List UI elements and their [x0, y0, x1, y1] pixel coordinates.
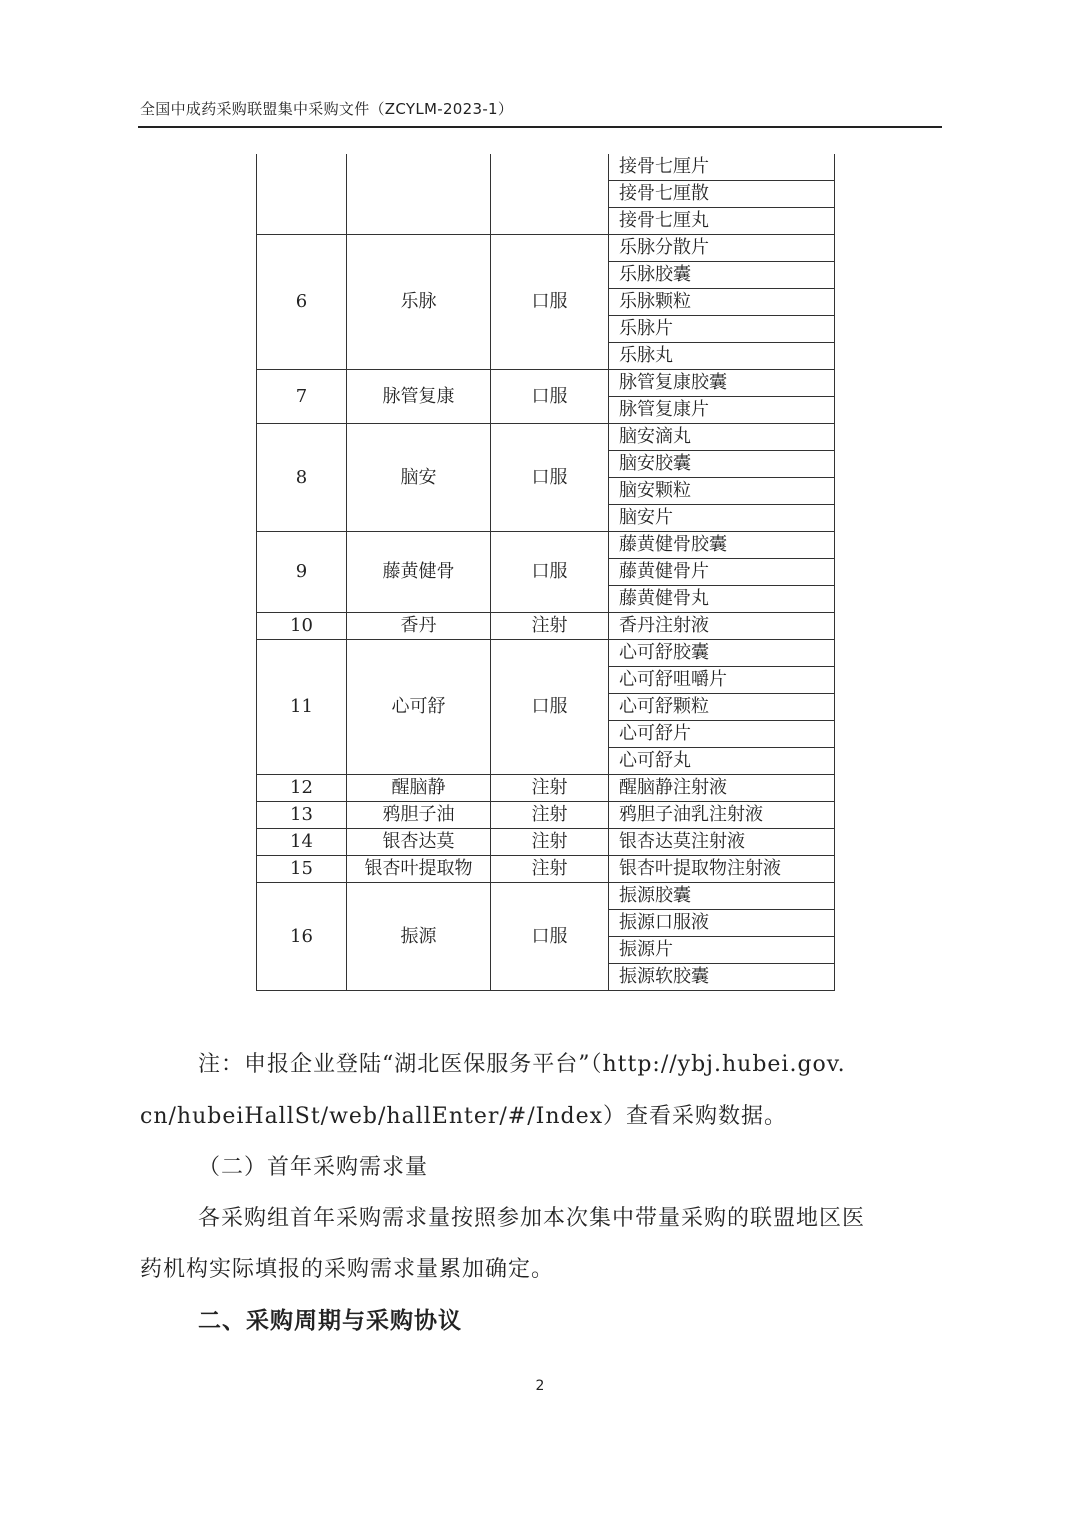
route-cell: 口服 [491, 370, 609, 424]
product-cell: 脑安片 [609, 505, 835, 532]
generic-name-cell: 鸦胆子油 [347, 802, 491, 829]
table-row [257, 640, 835, 667]
generic-name-cell: 心可舒 [347, 640, 491, 775]
product-cell: 心可舒咀嚼片 [609, 667, 835, 694]
generic-name-cell: 醒脑静 [347, 775, 491, 802]
route-cell: 口服 [491, 883, 609, 991]
product-cell: 乐脉颗粒 [609, 289, 835, 316]
product-cell: 接骨七厘片 [609, 154, 835, 181]
body-line-1: 各采购组首年采购需求量按照参加本次集中带量采购的联盟地区医 [198, 1206, 866, 1231]
product-cell: 藤黄健骨片 [609, 559, 835, 586]
section-heading: 二、采购周期与采购协议 [198, 1308, 462, 1334]
generic-name-cell: 银杏叶提取物 [347, 856, 491, 883]
continuation-route-cell [491, 154, 609, 235]
group-number-cell: 14 [257, 829, 347, 856]
product-cell: 鸦胆子油乳注射液 [609, 802, 835, 829]
group-number-cell: 12 [257, 775, 347, 802]
group-number-cell: 15 [257, 856, 347, 883]
subsection-title: （二）首年采购需求量 [198, 1155, 429, 1180]
product-cell: 振源软胶囊 [609, 964, 835, 991]
product-cell: 振源口服液 [609, 910, 835, 937]
group-number-cell: 6 [257, 235, 347, 370]
product-cell: 乐脉丸 [609, 343, 835, 370]
product-cell: 脑安颗粒 [609, 478, 835, 505]
product-cell: 振源胶囊 [609, 883, 835, 910]
group-number-cell: 7 [257, 370, 347, 424]
product-cell: 藤黄健骨丸 [609, 586, 835, 613]
group-number-cell: 10 [257, 613, 347, 640]
generic-name-cell: 脉管复康 [347, 370, 491, 424]
generic-name-cell: 银杏达莫 [347, 829, 491, 856]
group-number-cell: 11 [257, 640, 347, 775]
product-cell: 脉管复康胶囊 [609, 370, 835, 397]
product-cell: 醒脑静注射液 [609, 775, 835, 802]
drug-table [256, 154, 835, 991]
group-number-cell: 13 [257, 802, 347, 829]
route-cell: 口服 [491, 532, 609, 613]
table-row [257, 532, 835, 559]
generic-name-cell: 振源 [347, 883, 491, 991]
product-cell: 香丹注射液 [609, 613, 835, 640]
table-row [257, 802, 835, 829]
route-cell: 注射 [491, 613, 609, 640]
table-row [257, 613, 835, 640]
group-number-cell: 16 [257, 883, 347, 991]
route-cell: 注射 [491, 802, 609, 829]
table-row [257, 370, 835, 397]
product-cell: 银杏达莫注射液 [609, 829, 835, 856]
route-cell: 口服 [491, 640, 609, 775]
page-number: 2 [535, 1378, 545, 1394]
group-number-cell: 9 [257, 532, 347, 613]
continuation-name-cell [347, 154, 491, 235]
document-header: 全国中成药采购联盟集中采购文件（ZCYLM-2023-1） [140, 100, 514, 118]
group-number-cell: 8 [257, 424, 347, 532]
continuation-no-cell [257, 154, 347, 235]
product-cell: 脑安胶囊 [609, 451, 835, 478]
note-line-2: cn/hubeiHallSt/web/hallEnter/#/Index）查看采购数据。 [140, 1104, 788, 1129]
product-cell: 银杏叶提取物注射液 [609, 856, 835, 883]
product-cell: 振源片 [609, 937, 835, 964]
table-row [257, 883, 835, 910]
product-cell: 乐脉分散片 [609, 235, 835, 262]
generic-name-cell: 藤黄健骨 [347, 532, 491, 613]
product-cell: 心可舒丸 [609, 748, 835, 775]
header-divider [138, 126, 942, 128]
table-row [257, 424, 835, 451]
table-row [257, 775, 835, 802]
product-cell: 心可舒颗粒 [609, 694, 835, 721]
product-cell: 接骨七厘散 [609, 181, 835, 208]
product-cell: 乐脉胶囊 [609, 262, 835, 289]
route-cell: 注射 [491, 856, 609, 883]
product-cell: 心可舒片 [609, 721, 835, 748]
table-row [257, 235, 835, 262]
route-cell: 注射 [491, 829, 609, 856]
product-cell: 脑安滴丸 [609, 424, 835, 451]
product-cell: 乐脉片 [609, 316, 835, 343]
route-cell: 注射 [491, 775, 609, 802]
generic-name-cell: 脑安 [347, 424, 491, 532]
generic-name-cell: 乐脉 [347, 235, 491, 370]
product-cell: 脉管复康片 [609, 397, 835, 424]
route-cell: 口服 [491, 235, 609, 370]
generic-name-cell: 香丹 [347, 613, 491, 640]
note-line-1: 注：申报企业登陆“湖北医保服务平台”（http://ybj.hubei.gov. [198, 1052, 846, 1077]
route-cell: 口服 [491, 424, 609, 532]
product-cell: 藤黄健骨胶囊 [609, 532, 835, 559]
body-line-2: 药机构实际填报的采购需求量累加确定。 [140, 1257, 555, 1282]
table-row [257, 154, 835, 181]
table-row [257, 829, 835, 856]
table-row [257, 856, 835, 883]
product-cell: 接骨七厘丸 [609, 208, 835, 235]
product-cell: 心可舒胶囊 [609, 640, 835, 667]
